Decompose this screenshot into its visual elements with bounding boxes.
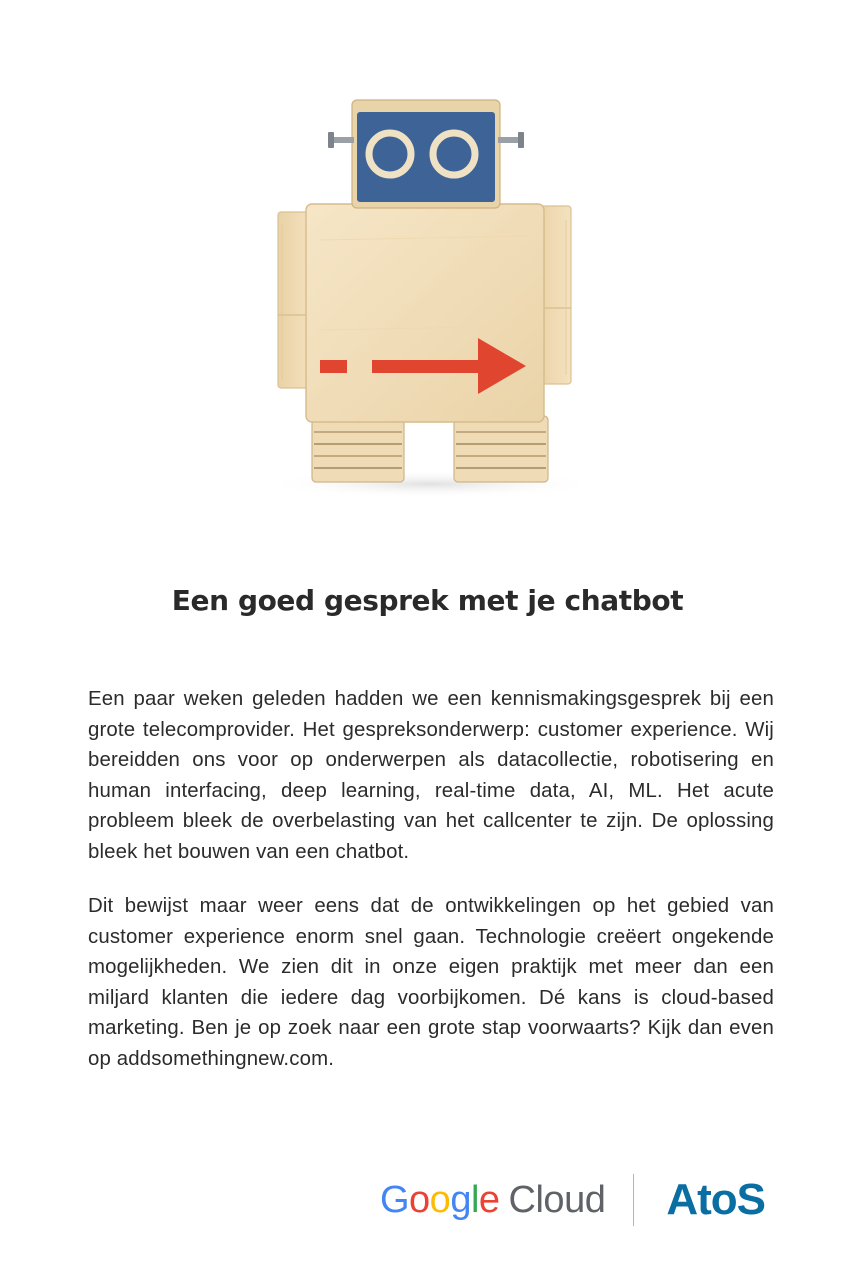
- google-logo-letter: l: [470, 1178, 479, 1221]
- google-cloud-logo: [380, 1179, 605, 1222]
- robot-left-foot: [312, 416, 404, 482]
- google-logo-letter: e: [478, 1178, 500, 1221]
- google-cloud-word: Cloud: [508, 1178, 606, 1221]
- article-title: Een goed gesprek met je chatbot: [171, 584, 684, 617]
- article-body: [88, 684, 774, 1098]
- google-logo-letter: g: [450, 1178, 471, 1221]
- robot-shadow: [260, 470, 600, 498]
- robot-right-foot: [454, 416, 548, 482]
- google-logo-letter: G: [379, 1178, 410, 1221]
- article-paragraph: Dit bewijst maar weer eens dat de ontwikkelingen op het gebied van customer experience enorm snel gaan. Technologie creëert ongekende mogelijkheden. We zien dit in onze eigen praktijk met meer dan een miljard klanten die iedere dag voorbijkomen. Dé kans is cloud-based marketing. Ben je op zoek naar een grote stap voorwaarts? Kijk dan even op addsomethingnew.com.: [88, 895, 774, 1070]
- google-logo-letter: o: [409, 1178, 430, 1221]
- atos-logo: AtoS: [666, 1175, 765, 1224]
- arrow-tail: [320, 360, 347, 373]
- robot-head: [328, 100, 524, 208]
- article-paragraph: Een paar weken geleden hadden we een kennismakingsgesprek bij een grote telecomprovider. Het gespreksonderwerp: customer experience. Wij bereidden ons voor op onderwerpen als datacollectie, robotisering en human interfacing, deep learning, real-time data, AI, ML. Het acute probleem bleek de overbelasting van het callcenter te zijn. De oplossing bleek het bouwen van een chatbot.: [88, 688, 774, 863]
- sponsor-logos: [380, 1172, 765, 1228]
- logo-divider: [633, 1174, 634, 1226]
- arrow-shaft: [372, 360, 492, 373]
- robot-illustration: [150, 40, 705, 540]
- google-logo-letter: o: [429, 1178, 451, 1221]
- robot-body: [306, 204, 544, 422]
